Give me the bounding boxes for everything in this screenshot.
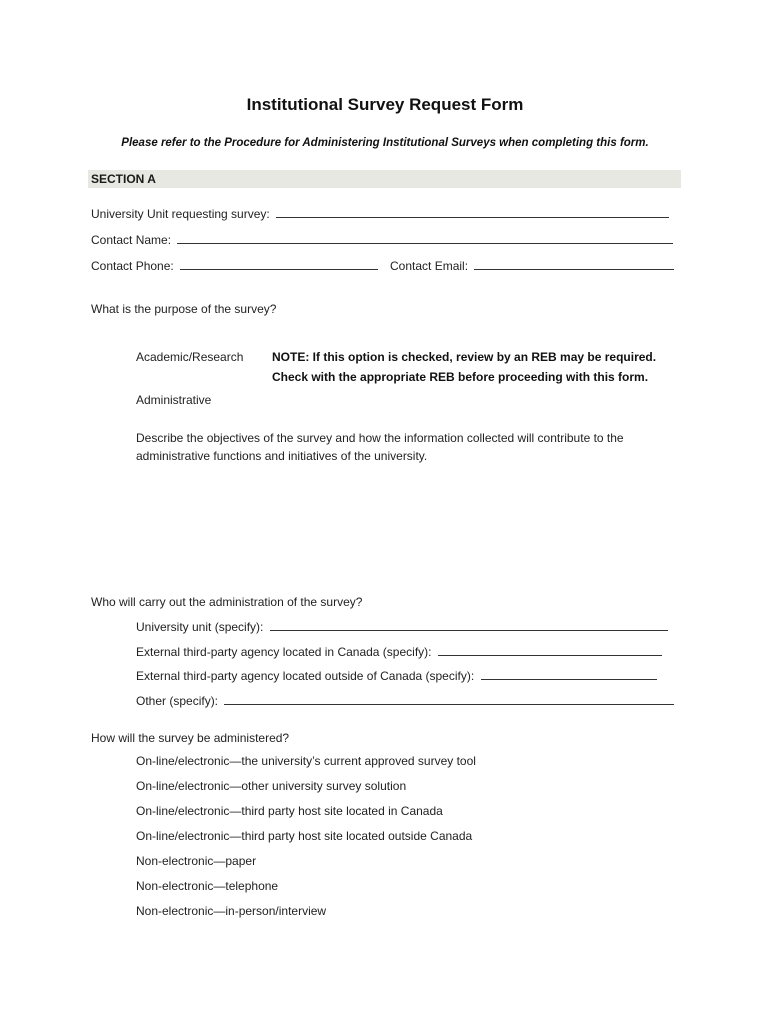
section-a-bar [88, 170, 681, 188]
form-title: Institutional Survey Request Form [246, 95, 524, 114]
purpose-question: What is the purpose of the survey? [91, 302, 277, 316]
admin-option-outside-canada [136, 668, 657, 683]
contact-email-field[interactable] [474, 258, 674, 270]
unit-label: University Unit requesting survey: [91, 207, 270, 221]
contact-email-label: Contact Email: [390, 259, 469, 273]
admin-canada-field[interactable] [438, 644, 662, 656]
method-option[interactable]: On-line/electronic—third party host site located in Canada [136, 804, 443, 818]
contact-name-field[interactable] [177, 232, 673, 244]
purpose-option-academic[interactable]: Academic/Research [136, 350, 244, 364]
admin-option-other [136, 693, 674, 708]
contact-phone-row [91, 258, 378, 273]
contact-email-row [390, 258, 674, 273]
purpose-option-administrative[interactable]: Administrative [136, 393, 212, 407]
contact-name-label: Contact Name: [91, 233, 172, 247]
unit-field[interactable] [276, 206, 669, 218]
admin-option-label[interactable]: External third-party agency located in Canada (specify): [136, 645, 432, 659]
administration-question: Who will carry out the administration of the survey? [91, 595, 363, 609]
describe-objectives: Describe the objectives of the survey and how the information collected will contribute to the administrative functions and initiatives of the university. [136, 431, 624, 463]
reb-note-line1: NOTE: If this option is checked, review by an REB may be required. [272, 350, 657, 364]
method-question: How will the survey be administered? [91, 731, 290, 745]
section-a-label: SECTION A [91, 172, 156, 186]
contact-name-row [91, 232, 673, 247]
admin-other-field[interactable] [224, 693, 674, 705]
unit-row [91, 206, 669, 221]
method-option[interactable]: Non-electronic—telephone [136, 879, 279, 893]
method-option[interactable]: Non-electronic—in-person/interview [136, 904, 327, 918]
method-option[interactable]: On-line/electronic—third party host site located outside Canada [136, 829, 473, 843]
method-option[interactable]: On-line/electronic—the university’s current approved survey tool [136, 754, 476, 768]
admin-option-label[interactable]: External third-party agency located outside of Canada (specify): [136, 669, 475, 683]
method-option[interactable]: Non-electronic—paper [136, 854, 257, 868]
admin-option-canada [136, 644, 662, 659]
contact-phone-label: Contact Phone: [91, 259, 174, 273]
form-subtitle: Please refer to the Procedure for Administering Institutional Surveys when completing this form. [121, 137, 649, 149]
admin-option-label[interactable]: Other (specify): [136, 694, 219, 708]
reb-note-line2: Check with the appropriate REB before proceeding with this form. [272, 370, 649, 384]
admin-university-field[interactable] [270, 619, 668, 631]
admin-option-university [136, 619, 668, 634]
contact-phone-field[interactable] [180, 258, 378, 270]
admin-option-label[interactable]: University unit (specify): [136, 620, 264, 634]
admin-outside-canada-field[interactable] [481, 668, 657, 680]
method-option[interactable]: On-line/electronic—other university survey solution [136, 779, 407, 793]
